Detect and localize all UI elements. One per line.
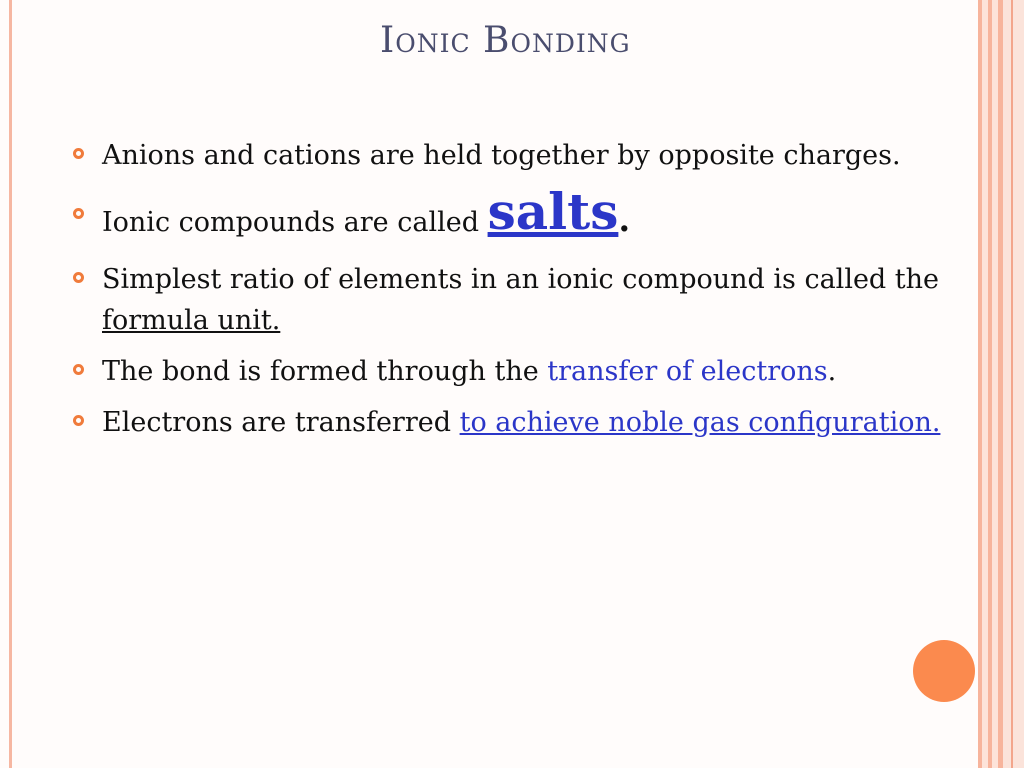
- bullet-text: Simplest ratio of elements in an ionic compound is called the: [102, 264, 940, 295]
- formula-unit-term: formula unit.: [102, 305, 281, 336]
- bullet-list: [70, 135, 950, 453]
- right-stripe: [1011, 0, 1013, 768]
- bullet-text: Anions and cations are held together by opposite charges.: [102, 140, 901, 171]
- bullet-text: Electrons are transferred: [102, 407, 460, 438]
- bullet-marker-icon: [73, 364, 84, 375]
- orange-circle-decoration: [913, 640, 975, 702]
- slide-title: Ionic Bonding: [380, 20, 631, 61]
- bullet-text: Ionic compounds are called: [102, 207, 488, 238]
- bullet-item: [70, 182, 950, 249]
- bullet-text: .: [618, 200, 631, 240]
- bullet-item: [70, 259, 950, 341]
- bullet-text: .: [827, 356, 837, 387]
- bullet-marker-icon: [73, 148, 84, 159]
- bullet-marker-icon: [73, 272, 84, 283]
- left-frame-line: [9, 0, 12, 768]
- transfer-of-electrons-term: transfer of electrons: [547, 356, 828, 387]
- bullet-item: [70, 402, 950, 443]
- salts-emphasis: salts: [487, 182, 619, 241]
- bullet-item: [70, 351, 950, 392]
- bullet-marker-icon: [73, 415, 84, 426]
- bullet-text: The bond is formed through the: [102, 356, 548, 387]
- noble-gas-link[interactable]: to achieve noble gas configuration.: [459, 407, 941, 438]
- bullet-marker-icon: [73, 208, 84, 219]
- right-stripe: [1003, 0, 1024, 768]
- bullet-item: [70, 135, 950, 176]
